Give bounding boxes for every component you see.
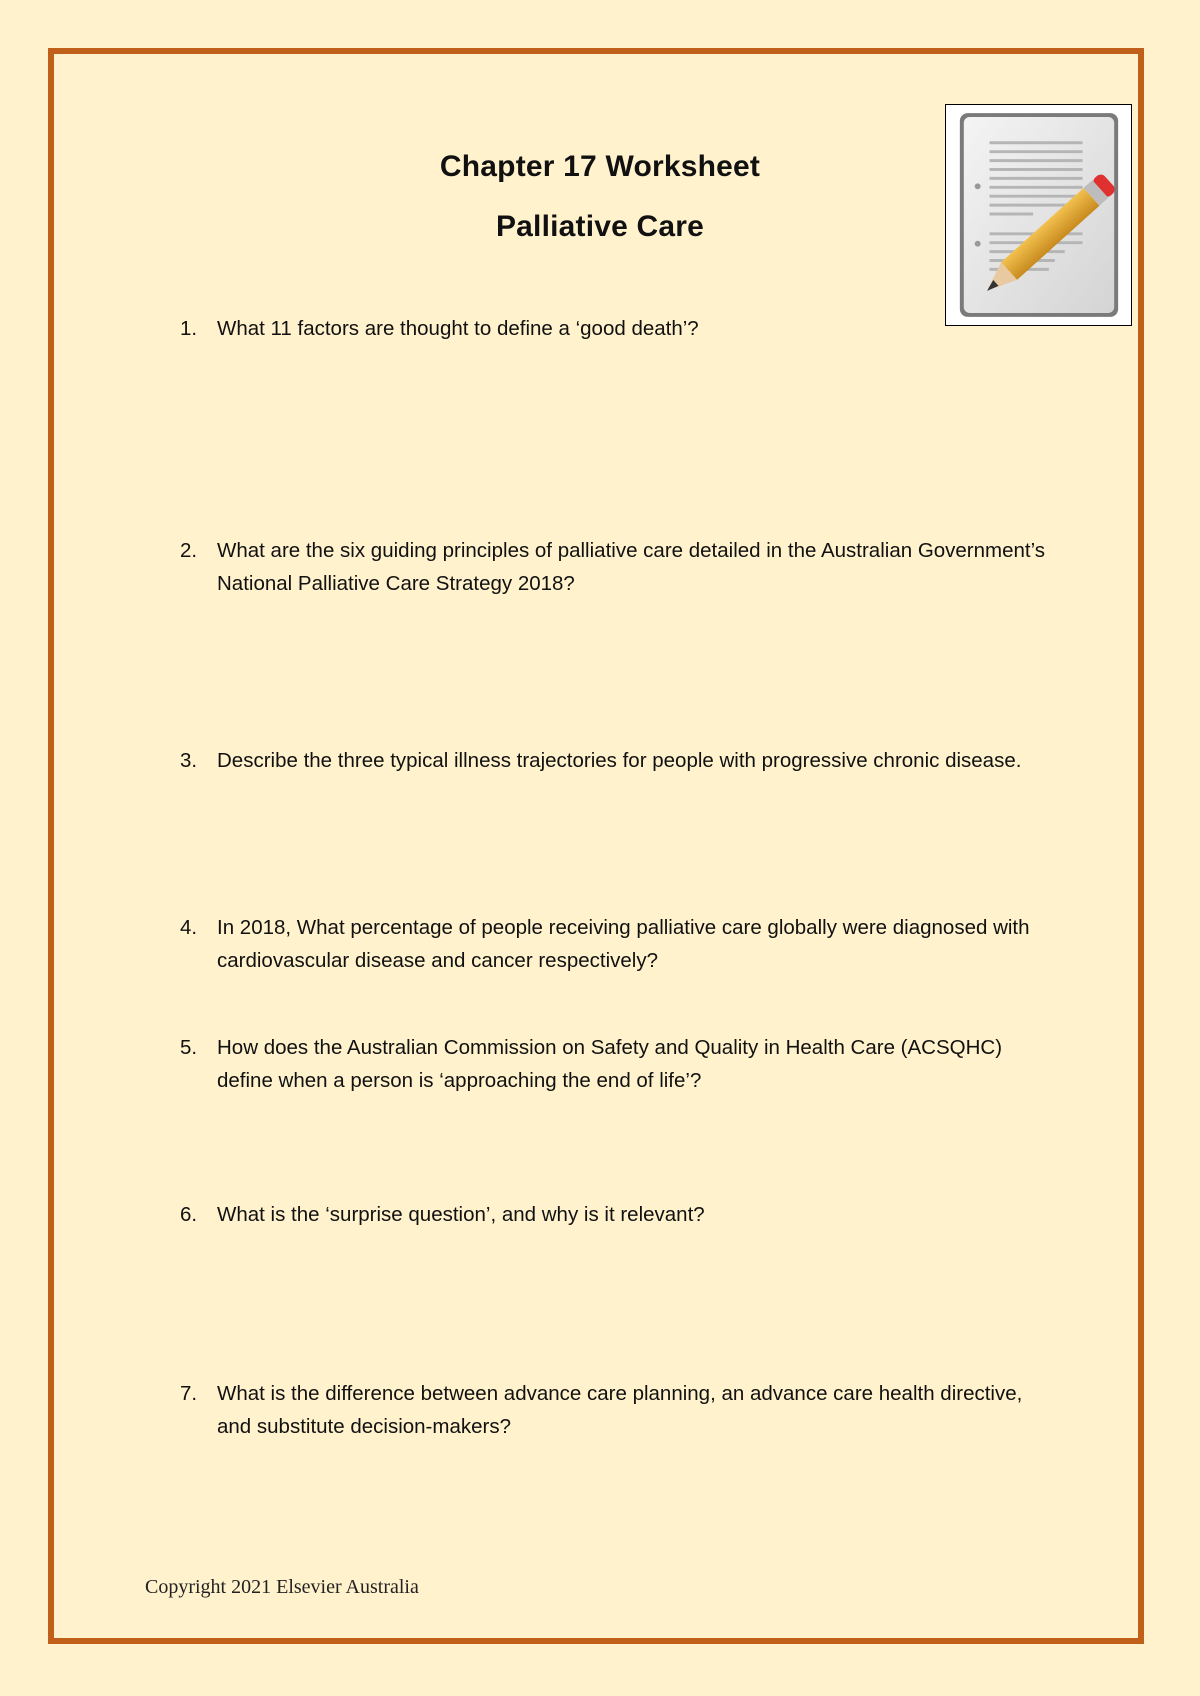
question-item <box>180 1198 1060 1231</box>
page-title: Chapter 17 Worksheet <box>439 150 761 183</box>
question-text: What is the difference between advance care planning, an advance care health directive, and substitute decision-makers? <box>217 1382 1023 1438</box>
question-number: 3. <box>180 749 198 772</box>
question-item <box>180 1377 1060 1443</box>
question-text: Describe the three typical illness trajectories for people with progressive chronic disease. <box>217 749 1022 772</box>
question-item <box>180 534 1060 600</box>
question-item <box>180 911 1060 977</box>
question-item <box>180 744 1060 777</box>
question-number: 7. <box>180 1382 198 1405</box>
question-text: What are the six guiding principles of palliative care detailed in the Australian Government’s National Palliative Care Strategy 2018? <box>217 539 1046 595</box>
question-number: 5. <box>180 1036 198 1059</box>
question-text: What is the ‘surprise question’, and why is it relevant? <box>217 1203 705 1226</box>
question-item <box>180 1031 1060 1097</box>
question-text: What 11 factors are thought to define a ‘good death’? <box>217 317 699 340</box>
copyright-footer: Copyright 2021 Elsevier Australia <box>145 1576 419 1598</box>
question-number: 2. <box>180 539 198 562</box>
page-subtitle: Palliative Care <box>495 210 705 243</box>
question-number: 4. <box>180 916 198 939</box>
question-item <box>180 312 1060 345</box>
question-text: In 2018, What percentage of people receiving palliative care globally were diagnosed with cardiovascular disease and cancer respectively? <box>217 916 1030 972</box>
question-text: How does the Australian Commission on Safety and Quality in Health Care (ACSQHC) define when a person is ‘approaching the end of life’? <box>217 1036 1003 1092</box>
question-number: 6. <box>180 1203 198 1226</box>
question-number: 1. <box>180 317 198 340</box>
